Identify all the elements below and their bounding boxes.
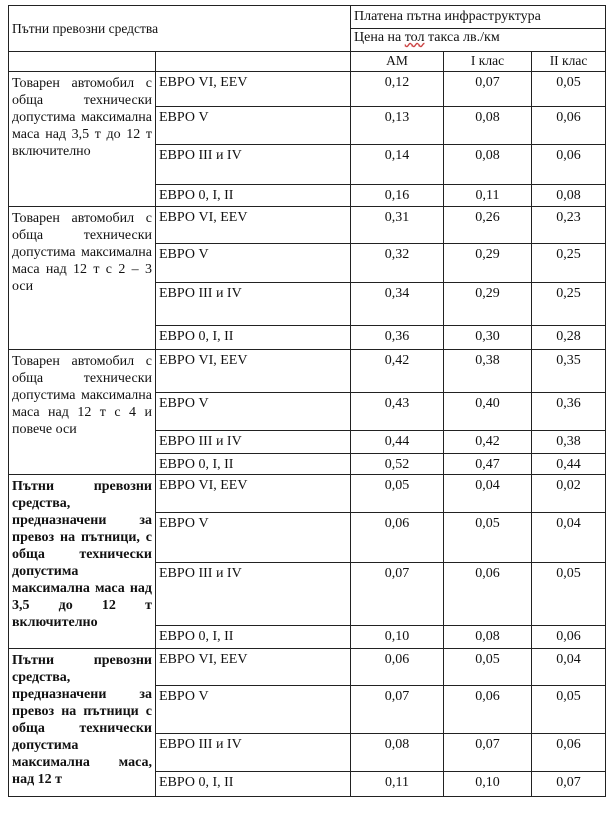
value-class-2: 0,35 bbox=[532, 350, 606, 393]
value-class-2: 0,04 bbox=[532, 649, 606, 686]
category-label: Товарен автомобил с обща технически допустима максимална маса над 3,5 т до 12 т включително bbox=[9, 72, 156, 207]
value-am: 0,34 bbox=[351, 283, 444, 326]
value-class-2: 0,23 bbox=[532, 207, 606, 244]
value-class-2: 0,05 bbox=[532, 686, 606, 734]
value-am: 0,42 bbox=[351, 350, 444, 393]
value-class-1: 0,06 bbox=[444, 563, 532, 626]
col-header-am: АМ bbox=[351, 52, 444, 72]
value-class-1: 0,07 bbox=[444, 734, 532, 772]
value-class-2: 0,02 bbox=[532, 475, 606, 513]
value-class-2: 0,44 bbox=[532, 454, 606, 475]
euro-class: ЕВРО 0, I, II bbox=[156, 772, 351, 797]
value-class-2: 0,06 bbox=[532, 107, 606, 145]
value-class-2: 0,36 bbox=[532, 393, 606, 431]
value-class-1: 0,10 bbox=[444, 772, 532, 797]
value-class-2: 0,06 bbox=[532, 734, 606, 772]
value-class-1: 0,08 bbox=[444, 626, 532, 649]
toll-rates-table bbox=[8, 5, 606, 797]
col-header-class-1: I клас bbox=[444, 52, 532, 72]
value-am: 0,13 bbox=[351, 107, 444, 145]
value-am: 0,05 bbox=[351, 475, 444, 513]
value-class-1: 0,11 bbox=[444, 185, 532, 207]
header-row-1 bbox=[9, 6, 606, 29]
euro-class: ЕВРО VI, EEV bbox=[156, 649, 351, 686]
value-am: 0,14 bbox=[351, 145, 444, 185]
value-class-2: 0,07 bbox=[532, 772, 606, 797]
table-row bbox=[9, 207, 606, 244]
header-blank-left bbox=[9, 52, 156, 72]
euro-class: ЕВРО V bbox=[156, 393, 351, 431]
euro-class: ЕВРО III и IV bbox=[156, 145, 351, 185]
value-class-1: 0,38 bbox=[444, 350, 532, 393]
euro-class: ЕВРО III и IV bbox=[156, 431, 351, 454]
value-am: 0,12 bbox=[351, 72, 444, 107]
euro-class: ЕВРО VI, EEV bbox=[156, 475, 351, 513]
infrastructure-header: Платена пътна инфраструктура bbox=[351, 6, 606, 29]
euro-class: ЕВРО III и IV bbox=[156, 563, 351, 626]
euro-class: ЕВРО V bbox=[156, 107, 351, 145]
value-class-2: 0,28 bbox=[532, 326, 606, 350]
table-row bbox=[9, 649, 606, 686]
value-class-2: 0,25 bbox=[532, 244, 606, 283]
value-am: 0,07 bbox=[351, 686, 444, 734]
price-label-post: такса лв./км bbox=[424, 30, 500, 45]
value-class-1: 0,42 bbox=[444, 431, 532, 454]
header-row-3 bbox=[9, 52, 606, 72]
value-class-1: 0,07 bbox=[444, 72, 532, 107]
category-label-text: Пътни превозни средства, предназначени за превоз на пътници с обща технически допустима максимална маса, над 12 т bbox=[12, 653, 152, 787]
value-am: 0,07 bbox=[351, 563, 444, 626]
euro-class: ЕВРО 0, I, II bbox=[156, 626, 351, 649]
value-class-2: 0,08 bbox=[532, 185, 606, 207]
value-am: 0,06 bbox=[351, 513, 444, 563]
value-class-1: 0,06 bbox=[444, 686, 532, 734]
value-class-1: 0,40 bbox=[444, 393, 532, 431]
euro-class: ЕВРО VI, EEV bbox=[156, 72, 351, 107]
value-class-1: 0,26 bbox=[444, 207, 532, 244]
category-label: Товарен автомобил с обща технически допустима максимална маса над 12 т с 2 – 3 оси bbox=[9, 207, 156, 350]
value-class-2: 0,05 bbox=[532, 72, 606, 107]
value-class-2: 0,06 bbox=[532, 145, 606, 185]
euro-class: ЕВРО III и IV bbox=[156, 283, 351, 326]
table-row bbox=[9, 475, 606, 513]
value-am: 0,36 bbox=[351, 326, 444, 350]
value-class-2: 0,06 bbox=[532, 626, 606, 649]
value-am: 0,16 bbox=[351, 185, 444, 207]
value-class-1: 0,04 bbox=[444, 475, 532, 513]
vehicles-header: Пътни превозни средства bbox=[9, 6, 351, 52]
category-label: Товарен автомобил с обща технически допустима максимална маса над 12 т с 4 и повече оси bbox=[9, 350, 156, 475]
table-row bbox=[9, 72, 606, 107]
euro-class: ЕВРО III и IV bbox=[156, 734, 351, 772]
euro-class: ЕВРО 0, I, II bbox=[156, 454, 351, 475]
euro-class: ЕВРО V bbox=[156, 244, 351, 283]
euro-class: ЕВРО 0, I, II bbox=[156, 185, 351, 207]
price-header bbox=[351, 29, 606, 52]
category-label bbox=[9, 475, 156, 649]
value-class-1: 0,47 bbox=[444, 454, 532, 475]
value-am: 0,06 bbox=[351, 649, 444, 686]
euro-class: ЕВРО VI, EEV bbox=[156, 207, 351, 244]
value-am: 0,10 bbox=[351, 626, 444, 649]
value-class-2: 0,04 bbox=[532, 513, 606, 563]
price-label-word: тол bbox=[404, 30, 425, 45]
value-class-1: 0,05 bbox=[444, 513, 532, 563]
value-class-2: 0,05 bbox=[532, 563, 606, 626]
value-am: 0,32 bbox=[351, 244, 444, 283]
category-label-text: Пътни превозни средства, предназначени за превоз на пътници, с обща технически допустима максимална маса над 3,5 до 12 т включително bbox=[12, 479, 152, 630]
value-am: 0,11 bbox=[351, 772, 444, 797]
value-class-1: 0,29 bbox=[444, 283, 532, 326]
euro-class: ЕВРО V bbox=[156, 686, 351, 734]
value-am: 0,08 bbox=[351, 734, 444, 772]
value-class-1: 0,29 bbox=[444, 244, 532, 283]
col-header-class-2: II клас bbox=[532, 52, 606, 72]
document-page bbox=[8, 5, 605, 816]
value-am: 0,52 bbox=[351, 454, 444, 475]
euro-class: ЕВРО V bbox=[156, 513, 351, 563]
price-label-pre: Цена на bbox=[354, 30, 405, 45]
euro-class: ЕВРО VI, EEV bbox=[156, 350, 351, 393]
value-class-1: 0,05 bbox=[444, 649, 532, 686]
value-class-2: 0,25 bbox=[532, 283, 606, 326]
value-class-1: 0,08 bbox=[444, 107, 532, 145]
table-row bbox=[9, 350, 606, 393]
value-class-1: 0,30 bbox=[444, 326, 532, 350]
value-am: 0,43 bbox=[351, 393, 444, 431]
value-am: 0,31 bbox=[351, 207, 444, 244]
value-am: 0,44 bbox=[351, 431, 444, 454]
category-label bbox=[9, 649, 156, 797]
value-class-2: 0,38 bbox=[532, 431, 606, 454]
value-class-1: 0,08 bbox=[444, 145, 532, 185]
euro-class: ЕВРО 0, I, II bbox=[156, 326, 351, 350]
header-blank-euro bbox=[156, 52, 351, 72]
